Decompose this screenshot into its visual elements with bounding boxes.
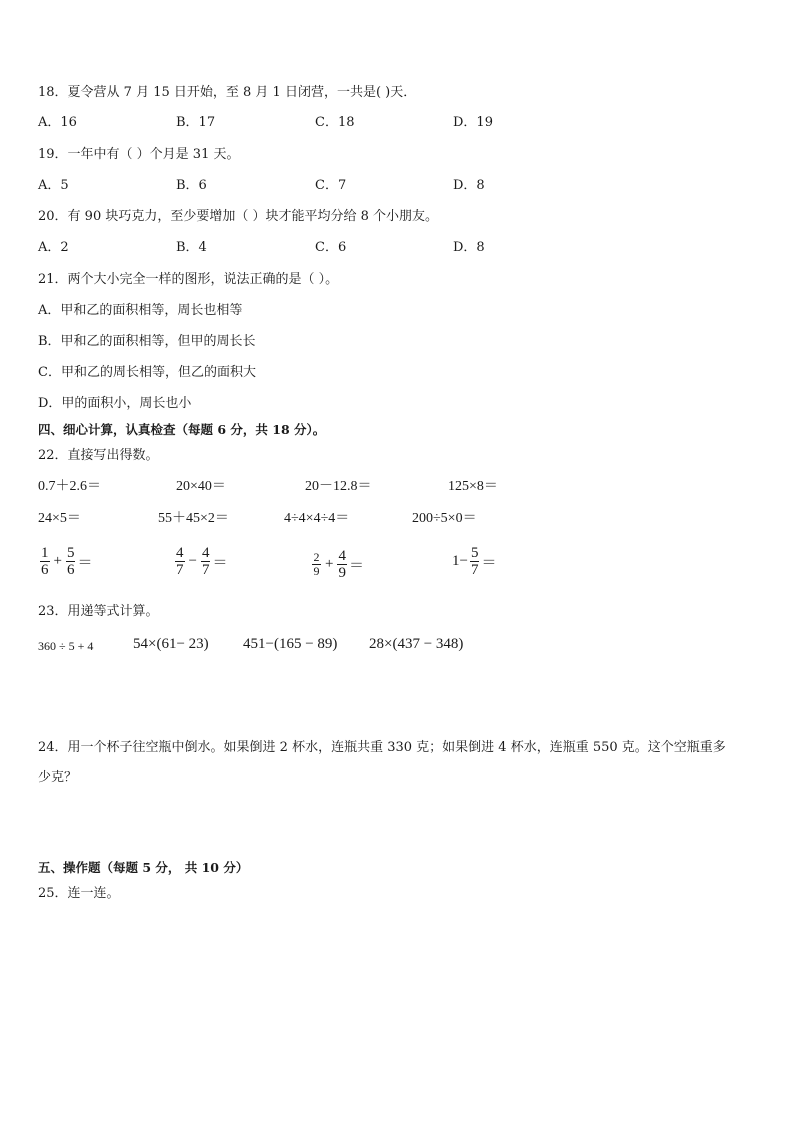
q22-calc-2: 20×40＝	[176, 479, 226, 494]
numerator: 2	[313, 550, 320, 564]
q18-option-d: D．19	[453, 115, 493, 130]
q20-option-a: A．2	[38, 240, 69, 255]
fraction	[40, 545, 50, 578]
denominator: 7	[176, 562, 184, 578]
q20-option-d: D．8	[453, 240, 485, 255]
fraction	[175, 545, 185, 578]
q18-stem: 18．夏令营从 7 月 15 日开始，至 8 月 1 日闭营，一共是( )天．	[38, 85, 417, 100]
q21-option-c: C．甲和乙的周长相等，但乙的面积大	[38, 365, 256, 380]
q18-option-a: A．16	[38, 115, 77, 130]
q22-fraction-4	[452, 545, 496, 578]
denominator: 9	[313, 564, 320, 578]
fraction	[66, 545, 76, 578]
q22-fraction-1	[38, 545, 92, 578]
q22-fraction-2	[173, 545, 227, 578]
equals-sign: ＝	[348, 558, 364, 574]
q22-calc-4: 125×8＝	[448, 479, 498, 494]
q24-stem-line1: 24．用一个杯子往空瓶中倒水。如果倒进 2 杯水，连瓶共重 330 克；如果倒进 4 杯水，连瓶重 550 克。这个空瓶重多	[38, 740, 726, 755]
operator: +	[53, 553, 62, 569]
numerator: 4	[201, 545, 210, 561]
q23-expr-2: 54×(61− 23)	[133, 636, 209, 652]
q18-option-b: B．17	[176, 115, 216, 130]
denominator: 6	[66, 562, 75, 578]
q24-stem-line2: 少克？	[38, 770, 78, 785]
equals-sign: ＝	[77, 555, 93, 571]
q21-option-d: D．甲的面积小，周长也小	[38, 396, 192, 411]
numerator: 5	[66, 545, 75, 561]
q21-stem: 21．两个大小完全一样的图形，说法正确的是（ ）。	[38, 272, 339, 287]
q23-expr-1: 360 ÷ 5 + 4	[38, 639, 94, 653]
q22-fraction-3	[310, 548, 364, 581]
q22-calc-5: 24×5＝	[38, 511, 81, 526]
numerator: 5	[470, 545, 479, 561]
q23-stem: 23．用递等式计算。	[38, 604, 159, 619]
q22-stem: 22．直接写出得数。	[38, 448, 159, 463]
q19-option-d: D．8	[453, 178, 485, 193]
q25-stem: 25．连一连。	[38, 886, 120, 901]
operator: +	[325, 556, 334, 572]
denominator: 9	[338, 565, 346, 581]
numerator: 4	[176, 545, 184, 561]
denominator: 7	[201, 562, 210, 578]
fraction	[201, 545, 211, 578]
q22-calc-7: 4÷4×4÷4＝	[284, 511, 350, 526]
q19-stem: 19．一年中有（ ）个月是 31 天。	[38, 147, 240, 162]
numerator: 4	[338, 548, 346, 564]
q18-option-c: C．18	[315, 115, 355, 130]
operator: −	[188, 553, 197, 569]
fraction	[337, 548, 347, 581]
fraction	[470, 545, 480, 578]
q22-calc-6: 55＋45×2＝	[158, 511, 229, 526]
section4-title: 四、细心计算，认真检查（每题 6 分，共 18 分）。	[38, 422, 326, 437]
q19-option-b: B．6	[176, 178, 207, 193]
q20-option-b: B．4	[176, 240, 207, 255]
equals-sign: ＝	[212, 555, 228, 571]
q23-expr-4: 28×(437 − 348)	[369, 636, 464, 652]
numerator: 1	[41, 545, 49, 561]
q23-expr-3: 451−(165 − 89)	[243, 636, 338, 652]
fraction	[312, 551, 321, 578]
q20-stem: 20．有 90 块巧克力，至少要增加（ ）块才能平均分给 8 个小朋友。	[38, 209, 439, 224]
minuend: 1−	[452, 553, 468, 569]
q22-calc-1: 0.7＋2.6＝	[38, 479, 101, 494]
q22-calc-8: 200÷5×0＝	[412, 511, 477, 526]
denominator: 7	[470, 562, 479, 578]
q21-option-b: B．甲和乙的面积相等，但甲的周长长	[38, 334, 256, 349]
q22-calc-3: 20－12.8＝	[305, 479, 372, 494]
q19-option-c: C．7	[315, 178, 347, 193]
denominator: 6	[41, 562, 49, 578]
q21-option-a: A．甲和乙的面积相等，周长也相等	[38, 303, 243, 318]
q19-option-a: A．5	[38, 178, 69, 193]
equals-sign: ＝	[481, 555, 497, 571]
q20-option-c: C．6	[315, 240, 347, 255]
section5-title: 五、操作题（每题 5 分， 共 10 分）	[38, 860, 249, 875]
